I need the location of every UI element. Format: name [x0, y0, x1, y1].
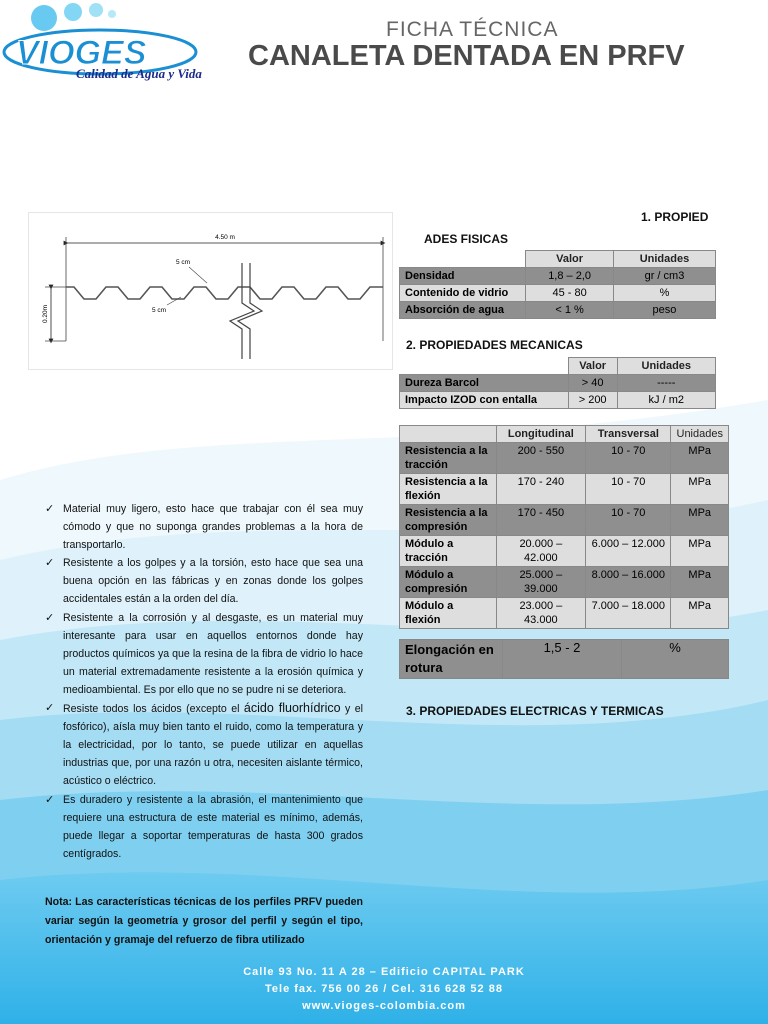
table-row: Resistencia a la flexión 170 - 240 10 - 70 MPa	[400, 474, 729, 505]
height-label: 0.20m	[42, 304, 49, 324]
list-item: ✓ Resistente a los golpes y a la torsión, esto hace que sea una buena opción en las fábricas y en zonas donde los golpes accidentales están a la orden del día.	[45, 554, 363, 608]
table-row: Contenido de vidrio 45 - 80 %	[400, 285, 716, 302]
table-header-value: Valor	[568, 358, 617, 375]
list-item: ✓ Material muy ligero, esto hace que trabajar con él sea muy cómodo y que no suponga grandes problemas a la hora de transportarlo.	[45, 500, 363, 554]
table-row: Dureza Barcol > 40 -----	[400, 375, 716, 392]
table-row: Densidad 1,8 – 2,0 gr / cm3	[400, 268, 716, 285]
table-header-empty	[400, 426, 497, 443]
table-header-transversal: Transversal	[586, 426, 671, 443]
section1-title-part1: 1. PROPIED	[641, 210, 709, 224]
mechanical-properties-table	[399, 357, 716, 409]
checkmark-icon: ✓	[45, 557, 55, 570]
table-header-longitudinal: Longitudinal	[496, 426, 586, 443]
features-list	[45, 500, 363, 863]
table-header-units: Unidades	[671, 426, 729, 443]
list-item: ✓ Resiste todos los ácidos (excepto el ácido fluorhídrico y el fosfórico), aísla muy bien tanto el ruido, como la temperatura y la electricidad, por lo tanto, se puede utilizar en aquellas industrias que, por una razón u otra, necesiten aislante térmico, acústico o eléctrico.	[45, 701, 363, 788]
section2-title: 2. PROPIEDADES MECANICAS	[406, 338, 583, 352]
checkmark-icon: ✓	[45, 611, 55, 624]
note-paragraph: Nota: Las características técnicas de los perfiles PRFV pueden variar según la geometría y grosor del perfil y según el tipo, orientación y gramaje del refuerzo de fibra utilizado	[45, 896, 363, 946]
table-header-unit: Unidades	[613, 251, 715, 268]
checkmark-icon: ✓	[45, 702, 55, 715]
strength-modulus-table	[399, 425, 729, 629]
table-header-empty	[400, 358, 569, 375]
table-row: Impacto IZOD con entalla > 200 kJ / m2	[400, 392, 716, 409]
tooth-profile	[66, 287, 383, 299]
table-row: Elongación en rotura 1,5 - 2 %	[400, 640, 729, 679]
vioges-logo	[0, 0, 230, 92]
list-item: ✓ Resistente a la corrosión y al desgaste, es un material muy interesante para usar en aquellos entornos donde hay productos químicos ya que la resina de la fibra de vidrio lo hace un material extremadamente resistente a la erosión química y medioambiental. Es por ello que no se pudre ni se deteriora.	[45, 609, 363, 699]
table-row: Resistencia a la compresión 170 - 450 10 - 70 MPa	[400, 505, 729, 536]
checkmark-icon: ✓	[45, 793, 55, 806]
list-item: ✓ Es duradero y resistente a la abrasión, el mantenimiento que requiere una estructura de este material es mínimo, además, puede llegar a soportar temperaturas de hasta 300 grados centígrados.	[45, 791, 363, 863]
table-row: Absorción de agua < 1 % peso	[400, 302, 716, 319]
page-title: CANALETA DENTADA EN PRFV	[248, 40, 685, 72]
physical-properties-table	[399, 250, 716, 319]
section1-title-part2: ADES FISICAS	[424, 232, 509, 246]
table-header-empty	[400, 251, 526, 268]
logo-wordmark: VIOGES	[16, 34, 147, 72]
tooth-bottom-label: 5 cm	[152, 307, 167, 314]
footer-phones: Tele fax. 756 00 26 / Cel. 316 628 52 88	[265, 983, 503, 995]
table-row: Resistencia a la tracción 200 - 550 10 - 70 MPa	[400, 443, 729, 474]
table-row: Módulo a compresión 25.000 – 39.000 8.000 – 16.000 MPa	[400, 567, 729, 598]
elongation-table	[399, 639, 729, 679]
footer-address: Calle 93 No. 11 A 28 – Edificio CAPITAL PARK	[243, 966, 525, 978]
table-row: Módulo a flexión 23.000 – 43.000 7.000 – 18.000 MPa	[400, 598, 729, 629]
acid-highlight: ácido fluorhídrico	[243, 701, 341, 716]
checkmark-icon: ✓	[45, 503, 55, 515]
table-row: Módulo a tracción 20.000 – 42.000 6.000 – 12.000 MPa	[400, 536, 729, 567]
tooth-top-label: 5 cm	[176, 259, 191, 266]
table-header-value: Valor	[526, 251, 614, 268]
table-header-unit: Unidades	[617, 358, 715, 375]
length-label: 4.50 m	[215, 234, 235, 241]
doc-type: FICHA TÉCNICA	[386, 18, 559, 41]
section3-title: 3. PROPIEDADES ELECTRICAS Y TERMICAS	[406, 704, 664, 718]
technical-drawing	[28, 212, 393, 370]
logo-tagline: Calidad de Agua y Vida	[76, 66, 202, 81]
footer-website[interactable]: www.vioges-colombia.com	[302, 1000, 466, 1012]
